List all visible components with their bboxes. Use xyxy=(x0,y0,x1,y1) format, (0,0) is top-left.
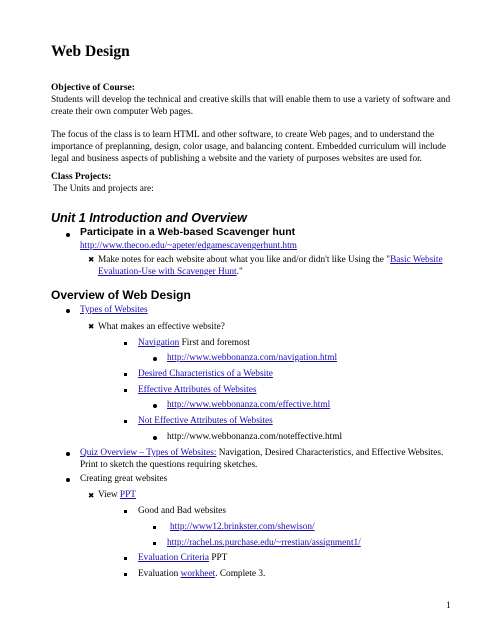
arrow-bullet-icon: ✖ xyxy=(88,322,95,331)
scavenger-hunt-link[interactable]: http://www.thecoo.edu/~apeter/edgamescavengerhunt.htm xyxy=(80,241,297,251)
objective-heading: Objective of Course: xyxy=(51,83,135,93)
square-bullet-icon xyxy=(124,342,127,345)
effective-url-link[interactable]: http://www.webbonanza.com/effective.html xyxy=(167,400,331,410)
square-bullet-icon xyxy=(124,420,127,423)
objective-line-1: Students will develop the technical and creative skills that will enable them to use a variety of software and xyxy=(51,95,451,105)
class-projects-text: The Units and projects are: xyxy=(53,184,154,194)
scavenger-note-text: Make notes for each website about what you like and/or didn't like Using the " xyxy=(98,255,391,265)
navigation-text: First and foremost xyxy=(179,338,250,348)
square-bullet-icon xyxy=(124,557,127,560)
scavenger-note-line-2 xyxy=(98,266,243,278)
evaluation-criteria-text: PPT xyxy=(209,553,228,563)
navigation-link[interactable]: Navigation xyxy=(138,338,180,348)
worksheet-pre-text: Evaluation xyxy=(138,569,181,579)
desired-characteristics-link[interactable]: Desired Characteristics of a Website xyxy=(138,369,273,379)
square-bullet-icon xyxy=(153,542,156,545)
bullet-disc-icon xyxy=(153,436,157,440)
quiz-line-2: Print to sketch the questions requiring sketches. xyxy=(80,460,258,470)
worksheet-link[interactable]: workheet xyxy=(180,569,216,579)
navigation-item xyxy=(138,337,250,349)
quiz-text: Navigation, Desired Characteristics, and Effective Websites. xyxy=(216,448,444,458)
worksheet-post-text: . Complete 3. xyxy=(215,569,266,579)
not-effective-attributes-link[interactable]: Not Effective Attributes of Websites xyxy=(138,416,273,426)
bullet-disc-icon xyxy=(66,233,70,237)
arrow-bullet-icon: ✖ xyxy=(88,255,95,264)
rachel-url-link[interactable]: http://rachel.ns.purchase.edu/~rrestian/assignment1/ xyxy=(167,538,361,548)
evaluation-criteria-link[interactable]: Evaluation Criteria xyxy=(138,553,209,563)
types-of-websites-link[interactable]: Types of Websites xyxy=(80,305,148,315)
effective-attributes-link[interactable]: Effective Attributes of Websites xyxy=(138,385,257,395)
quiz-item xyxy=(80,447,443,459)
unit1-heading: Unit 1 Introduction and Overview xyxy=(51,211,247,225)
class-projects-heading: Class Projects: xyxy=(51,172,112,182)
view-ppt-item xyxy=(98,489,136,501)
evaluation-criteria-item xyxy=(138,552,227,564)
square-bullet-icon xyxy=(153,526,156,529)
focus-line-3: legal and business aspects of publishing a website and the variety of purposes websites are used for. xyxy=(51,154,423,164)
good-bad-websites-item: Good and Bad websites xyxy=(138,506,227,516)
objective-line-2: create their own computer Web pages. xyxy=(51,107,194,117)
arrow-bullet-icon: ✖ xyxy=(88,491,95,500)
scavenger-note-end: ." xyxy=(236,267,243,277)
page-title: Web Design xyxy=(51,43,130,60)
bullet-disc-icon xyxy=(153,357,157,361)
square-bullet-icon xyxy=(124,389,127,392)
quiz-overview-link[interactable]: Quiz Overview xyxy=(80,448,138,458)
square-bullet-icon xyxy=(124,510,127,513)
quiz-types-link[interactable]: – Types of Websites: xyxy=(137,448,217,458)
basic-website-link[interactable]: Basic Website xyxy=(390,255,443,265)
overview-heading: Overview of Web Design xyxy=(51,288,191,302)
bullet-disc-icon xyxy=(66,309,70,313)
square-bullet-icon xyxy=(124,573,127,576)
creating-websites-item: Creating great websites xyxy=(80,474,168,484)
page-number: 1 xyxy=(446,601,451,611)
brinkster-url-link[interactable]: http://www12.brinkster.com/shewison/ xyxy=(170,522,315,532)
scavenger-hunt-item: Participate in a Web-based Scavenger hunt xyxy=(80,226,296,238)
square-bullet-icon xyxy=(124,373,127,376)
scavenger-note xyxy=(98,254,443,266)
navigation-url-link[interactable]: http://www.webbonanza.com/navigation.html xyxy=(167,353,338,363)
focus-line-2: importance of preplanning, design, color usage, and balancing content. Embedded curriculum will include xyxy=(51,142,446,152)
bullet-disc-icon xyxy=(153,404,157,408)
focus-line-1: The focus of the class is to learn HTML and other software, to create Web pages, and to understand the xyxy=(51,130,435,140)
ppt-link[interactable]: PPT xyxy=(119,490,136,500)
bullet-disc-icon xyxy=(66,452,70,456)
bullet-disc-icon xyxy=(66,478,70,482)
evaluation-worksheet-item xyxy=(138,568,265,580)
view-text: View xyxy=(98,490,120,500)
not-effective-url: http://www.webbonanza.com/noteffective.html xyxy=(167,432,343,442)
effective-question: What makes an effective website? xyxy=(98,322,225,332)
evaluation-scavenger-link[interactable]: Evaluation-Use with Scavenger Hunt xyxy=(98,267,237,277)
